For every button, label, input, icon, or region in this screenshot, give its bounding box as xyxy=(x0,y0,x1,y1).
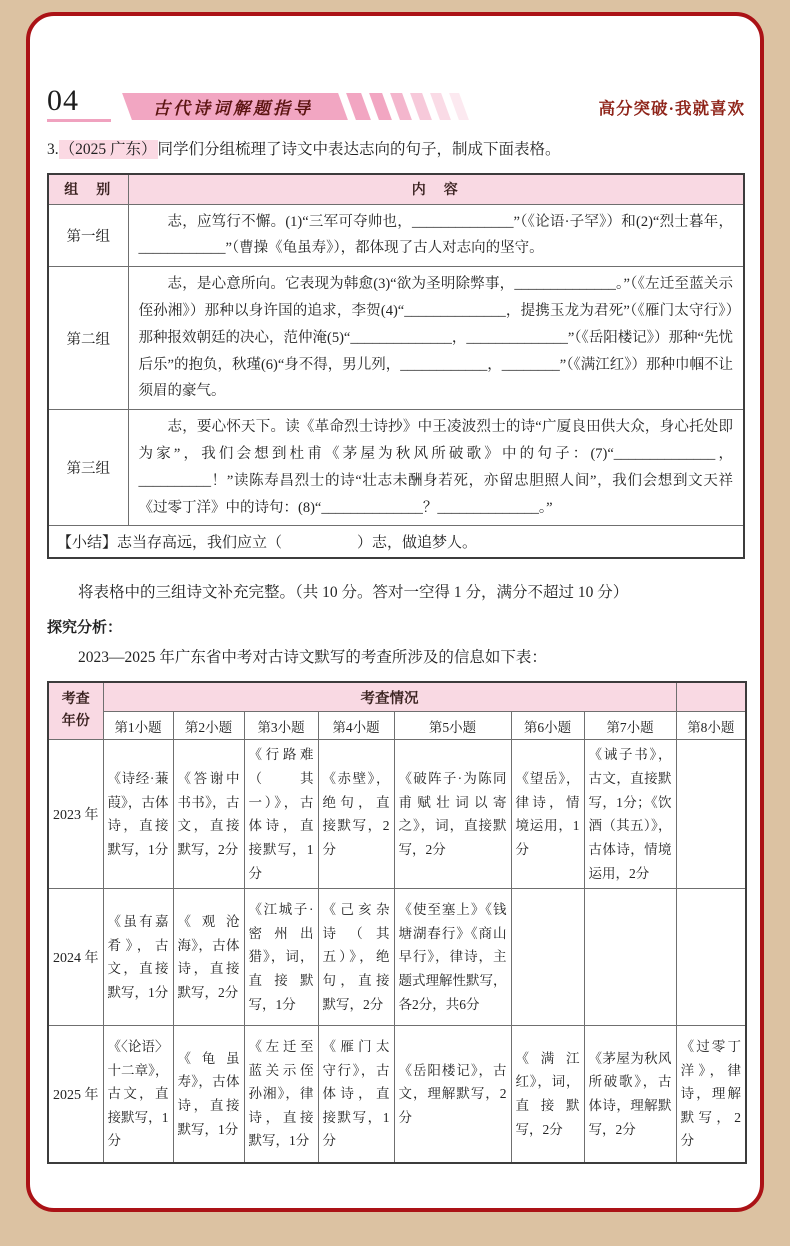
exam-cell: 《使至塞上》《钱塘湖春行》《商山早行》，律诗，主题式理解性默写，各2分，共6分 xyxy=(394,889,511,1026)
year-column-header xyxy=(48,682,103,740)
page-header xyxy=(47,82,745,122)
table-row-2025 xyxy=(48,1026,746,1163)
question-number: 3. xyxy=(47,141,59,158)
exam-cell: 《观沧海》，古体诗，直接默写，2分 xyxy=(173,889,244,1026)
banner-stripe-icon xyxy=(430,93,451,120)
group-label: 第一组 xyxy=(48,204,128,267)
exam-cell xyxy=(584,889,676,1026)
subquestion-header: 第5小题 xyxy=(394,712,511,740)
table-row-2024 xyxy=(48,889,746,1026)
situation-header-spacer xyxy=(676,682,746,712)
exam-cell: 《诫子书》，古文，直接默写，1分；《饮酒（其五）》，古体诗，情境运用，2分 xyxy=(584,740,676,889)
exam-cell: 《虽有嘉肴》，古文，直接默写，1分 xyxy=(103,889,173,1026)
exam-cell: 《左迁至蓝关示侄孙湘》，律诗，直接默写，1分 xyxy=(244,1026,318,1163)
summary-row xyxy=(48,526,744,558)
exam-cell: 《诗经·蒹葭》，古体诗，直接默写，1分 xyxy=(103,740,173,889)
exam-cell: 《雁门太守行》，古体诗，直接默写，1分 xyxy=(318,1026,394,1163)
chapter-banner-shape xyxy=(122,93,348,120)
groups-table xyxy=(47,173,745,559)
subquestion-header: 第7小题 xyxy=(584,712,676,740)
exam-cell: 《茅屋为秋风所破歌》，古体诗，理解默写，2分 xyxy=(584,1026,676,1163)
chapter-banner xyxy=(127,93,464,120)
exam-table-header-row-1 xyxy=(48,682,746,712)
exam-cell xyxy=(676,889,746,1026)
content-column-header: 内 容 xyxy=(128,174,744,204)
page-number: 04 xyxy=(47,84,79,117)
table-row-2023 xyxy=(48,740,746,889)
question-line xyxy=(47,139,745,161)
year-label: 2023 年 xyxy=(48,740,103,889)
table-row xyxy=(48,267,744,410)
page-number-underline xyxy=(47,119,111,122)
exam-cell: 《望岳》，律诗，情境运用，1分 xyxy=(511,740,584,889)
banner-stripe-icon xyxy=(390,93,412,120)
exam-cell: 《过零丁洋》，律诗，理解默写，2分 xyxy=(676,1026,746,1163)
exam-analysis-table xyxy=(47,681,747,1164)
banner-stripe-icon xyxy=(369,93,392,120)
table-row xyxy=(48,204,744,267)
analysis-label: 探究分析： xyxy=(47,618,123,636)
exam-table-header-row-2 xyxy=(48,712,746,740)
situation-header: 考查情况 xyxy=(103,682,676,712)
exam-cell: 《赤壁》，绝句，直接默写，2分 xyxy=(318,740,394,889)
subquestion-header: 第1小题 xyxy=(103,712,173,740)
group-content: 志，应笃行不懈。(1)“三军可夺帅也，______________”（《论语·子罕》）和(2)“烈士暮年，____________”（曹操《龟虽寿》），都体现了古人对志向的坚守。 xyxy=(138,213,733,257)
question-text: 同学们分组梳理了诗文中表达志向的句子，制成下面表格。 xyxy=(157,141,561,158)
chapter-title: 古代诗词解题指导 xyxy=(153,99,313,118)
exam-cell xyxy=(676,740,746,889)
instruction-text: 将表格中的三组诗文补充完整。（共 10 分。答对一空得 1 分，满分不超过 10 分） xyxy=(78,583,629,601)
subquestion-header: 第8小题 xyxy=(676,712,746,740)
table-intro-text: 2023—2025 年广东省中考对古诗文默写的考查所涉及的信息如下表： xyxy=(78,648,547,666)
exam-cell: 《己亥杂诗（其五）》，绝句，直接默写，2分 xyxy=(318,889,394,1026)
page-number-block xyxy=(47,86,113,122)
banner-stripe-icon xyxy=(410,93,432,120)
subquestion-header: 第3小题 xyxy=(244,712,318,740)
subquestion-header: 第4小题 xyxy=(318,712,394,740)
group-content: 志，要心怀天下。读《革命烈士诗抄》中王凌波烈士的诗“广厦良田供大众，身心托处即为家”，我们会想到杜甫《茅屋为秋风所破歌》中的句子：(7)“______________，__________！”读陈寿昌烈士的诗“壮志未酬身若死，亦留忠胆照人间”，我们会想到文天祥《过零丁洋》中的诗句：(8)“______________？______________。” xyxy=(138,419,733,516)
banner-stripe-icon xyxy=(449,93,469,120)
question-source-tag: （2025 广东） xyxy=(59,141,157,158)
exam-cell: 《江城子·密州出猎》，词，直接默写，1分 xyxy=(244,889,318,1026)
subquestion-header: 第2小题 xyxy=(173,712,244,740)
exam-cell: 《行路难（其一）》，古体诗，直接默写，1分 xyxy=(244,740,318,889)
middle-text-block xyxy=(47,581,745,671)
summary-text: 【小结】志当存高远，我们应立（ ）志，做追梦人。 xyxy=(48,526,744,558)
exam-cell: 《〈论语〉十二章》，古文，直接默写，1分 xyxy=(103,1026,173,1163)
banner-stripe-icon xyxy=(346,93,371,120)
year-column-header-text: 考查年份 xyxy=(61,692,90,730)
exam-cell: 《岳阳楼记》，古文，理解默写，2分 xyxy=(394,1026,511,1163)
page-frame xyxy=(26,12,764,1212)
subquestion-header: 第6小题 xyxy=(511,712,584,740)
group-column-header: 组 别 xyxy=(48,174,128,204)
table-row xyxy=(48,410,744,526)
groups-table-header-row xyxy=(48,174,744,204)
header-slogan: 高分突破·我就喜欢 xyxy=(598,99,745,118)
group-label: 第三组 xyxy=(48,410,128,526)
exam-cell: 《满江红》，词，直接默写，2分 xyxy=(511,1026,584,1163)
group-label: 第二组 xyxy=(48,267,128,410)
year-label: 2024 年 xyxy=(48,889,103,1026)
exam-cell: 《破阵子·为陈同甫赋壮词以寄之》，词，直接默写，2分 xyxy=(394,740,511,889)
year-label: 2025 年 xyxy=(48,1026,103,1163)
exam-cell: 《龟虽寿》，古体诗，直接默写，1分 xyxy=(173,1026,244,1163)
group-content: 志，是心意所向。它表现为韩愈(3)“欲为圣明除弊事，______________。”（《左迁至蓝关示侄孙湘》）那种以身许国的追求，李贺(4)“______________，提携玉龙为君死”（《雁门太守行》）那种报效朝廷的决心，范仲淹(5)“______________，______________”（《岳阳楼记》）那种“先忧后乐”的抱负，秋瑾(6)“身不得，男儿列，____________，________”（《满江红》）那种巾帼不让须眉的豪气。 xyxy=(138,276,733,400)
exam-cell: 《答谢中书书》，古文，直接默写，2分 xyxy=(173,740,244,889)
exam-cell xyxy=(511,889,584,1026)
